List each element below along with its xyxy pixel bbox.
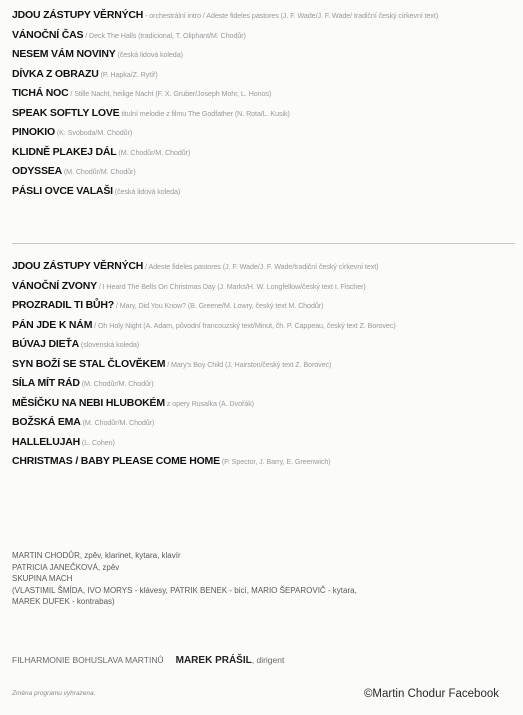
song-title: VÁNOČNÍ ČAS: [12, 28, 84, 41]
credit-line: (VLASTIMIL ŠMÍDA, IVO MORYS - klávesy, PATRIK BENEK - bicí, MARIO ŠEPAROVIČ - kytara,: [12, 585, 357, 595]
song-detail: (K. Svoboda/M. Chodůr): [54, 128, 133, 137]
song-detail: / Mary's Boy Child (J. Hairston/český text Z. Borovec): [165, 359, 332, 369]
song-detail: / Mary, Did You Know? (B. Greene/M. Lowry, český text M. Chodůr): [114, 301, 324, 310]
program-item: [12, 318, 512, 333]
song-detail: (L. Cohen): [80, 437, 115, 447]
song-detail: titulní melodie z filmu The Godfather (N. Rota/L. Kusik): [119, 108, 290, 118]
program-item: [12, 106, 512, 121]
song-detail: (M. Chodůr/M. Chodůr): [79, 379, 154, 388]
song-detail: / I Heard The Bells On Christmas Day (J. Marks/H. W. Longfellow/český text I. Fischer): [96, 281, 366, 291]
song-title: DÍVKA Z OBRAZU: [12, 67, 99, 80]
program-item: [12, 259, 512, 274]
song-title: ODYSSEA: [12, 165, 62, 177]
song-title: NESEM VÁM NOVINY: [12, 48, 116, 60]
orchestra-name: FILHARMONIE BOHUSLAVA MARTINŮ: [12, 655, 164, 665]
song-detail: (M. Chodůr/M. Chodůr): [80, 418, 155, 427]
program-item: [12, 435, 512, 450]
song-detail: / Oh Holy Night (A. Adam, původní francouzský text/Minut, čh. P. Cappeau, český text Z. Borovec): [92, 320, 396, 330]
song-detail: (M. Chodůr/M. Chodůr): [116, 147, 191, 157]
program-item: [12, 357, 512, 372]
song-title: SYN BOŽÍ SE STAL ČLOVĚKEM: [12, 357, 166, 370]
song-detail: (M. Chodůr/M. Chodůr): [61, 167, 136, 176]
song-title: PÁN JDE K NÁM: [12, 318, 93, 331]
song-detail: (P. Spector, J. Barry, E. Greenwich): [219, 457, 331, 466]
performers-credits: [12, 550, 512, 608]
song-detail: (P. Hapka/Z. Rytíř): [98, 69, 158, 79]
program-item: [12, 67, 512, 82]
program-item: [12, 298, 512, 313]
song-detail: / Deck The Halls (tradicional, T. Oliphant/M. Chodůr): [83, 30, 246, 40]
program-item: [12, 8, 512, 23]
song-title: PROZRADIL TI BŮH?: [12, 299, 114, 311]
song-title: HALLELUJAH: [12, 435, 80, 448]
song-title: SÍLA MÍT RÁD: [12, 377, 80, 389]
program-item: [12, 86, 512, 101]
program-item: [12, 279, 512, 294]
song-title: VÁNOČNÍ ZVONY: [12, 279, 97, 292]
orchestra-line: [12, 655, 284, 666]
program-item: [12, 415, 512, 430]
song-title: MĚSÍČKU NA NEBI HLUBOKÉM: [12, 396, 165, 409]
program-item: [12, 47, 512, 62]
credit-line: SKUPINA MACH: [12, 574, 73, 583]
program-item: [12, 145, 512, 160]
program-item: [12, 164, 512, 179]
copyright-watermark: ©Martin Chodur Facebook: [363, 688, 499, 700]
song-title: BÚVAJ DIEŤA: [12, 338, 80, 350]
program-item: [12, 337, 512, 352]
program-item: [12, 454, 512, 469]
song-title: KLIDNĚ PLAKEJ DÁL: [12, 145, 117, 158]
conductor-role: , dirigent: [251, 655, 285, 665]
program-item: [12, 28, 512, 43]
song-title: PINOKIO: [12, 126, 55, 138]
program-item: [12, 125, 512, 140]
program-list-part-1: [12, 8, 512, 203]
credit-line: MARTIN CHODŮR, zpěv, klarinet, kytara, klavír: [12, 551, 181, 560]
song-title: BOŽSKÁ EMA: [12, 416, 81, 428]
credit-line: MAREK DUFEK - kontrabas): [12, 597, 115, 606]
song-title: TICHÁ NOC: [12, 87, 69, 99]
program-item: [12, 376, 512, 391]
song-title: SPEAK SOFTLY LOVE: [12, 106, 120, 119]
song-detail: (česká lidová koleda): [115, 50, 183, 59]
song-title: JDOU ZÁSTUPY VĚRNÝCH: [12, 9, 144, 21]
program-change-note: Změna programu vyhrazena.: [12, 690, 96, 697]
song-title: CHRISTMAS / BABY PLEASE COME HOME: [12, 455, 220, 467]
song-title: JDOU ZÁSTUPY VĚRNÝCH: [12, 260, 144, 272]
song-detail: - orchestrální intro / Adeste fideles pastores (J. F. Wade/J. F. Wade/ tradiční český církevní text): [143, 11, 439, 20]
conductor-name: MAREK PRÁŠIL: [175, 655, 252, 666]
song-detail: / Adeste fideles pastores (J. F. Wade/J. F. Wade/tradiční český církevní text): [143, 262, 379, 271]
credit-line: PATRICIA JANEČKOVÁ, zpěv: [12, 562, 120, 572]
song-detail: / Stille Nacht, heilige Nacht (F. X. Gruber/Joseph Mohr, L. Honos): [68, 89, 272, 98]
song-detail: (slovenská koleda): [79, 340, 140, 349]
song-detail: z opery Rusalka (A. Dvořák): [164, 398, 254, 408]
program-item: [12, 184, 512, 199]
program-item: [12, 396, 512, 411]
program-list-part-2: [12, 259, 512, 474]
song-detail: (česká lidová koleda): [112, 186, 181, 196]
song-title: PÁSLI OVCE VALAŠI: [12, 184, 113, 197]
section-divider: [12, 243, 515, 244]
